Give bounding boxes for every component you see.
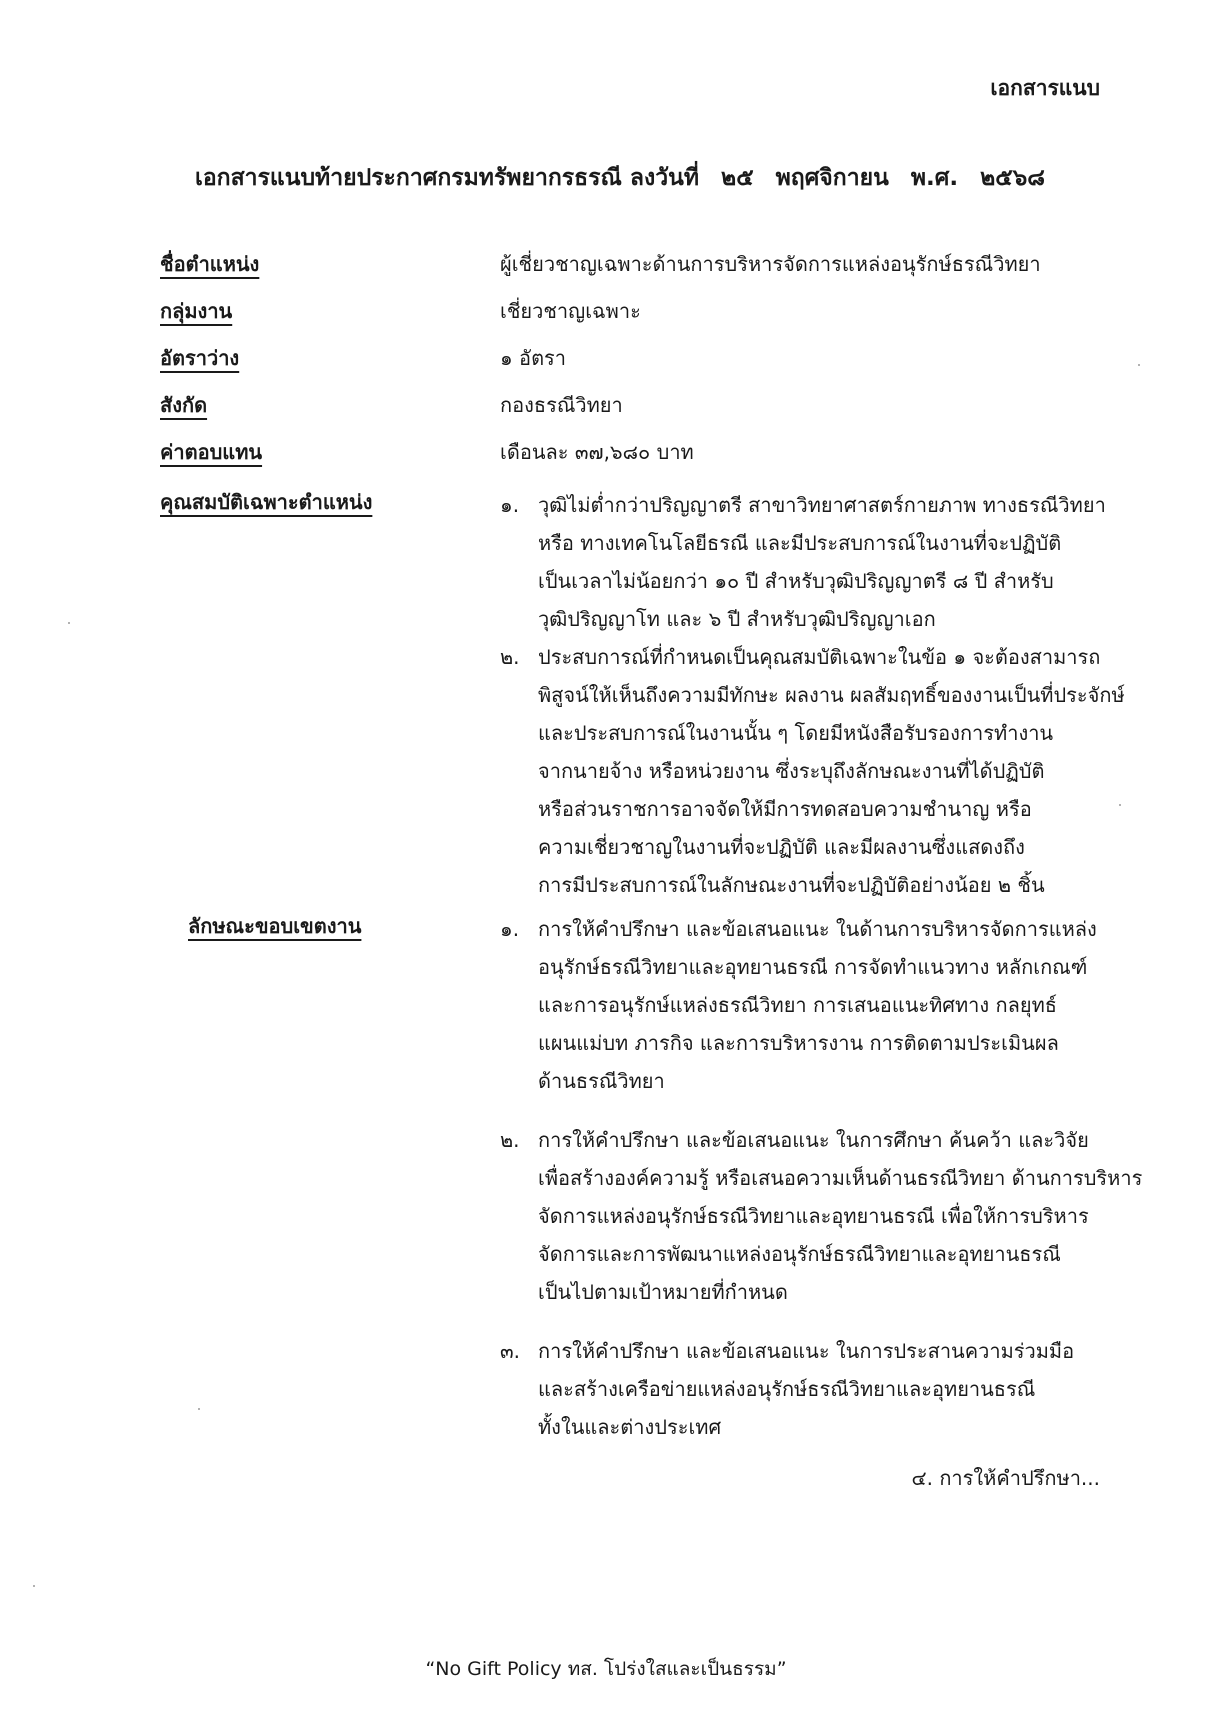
text-line: จัดการและการพัฒนาแหล่งอนุรักษ์ธรณีวิทยาและอุทยานธรณี	[538, 1242, 1061, 1266]
continuation-note: ๔. การให้คำปรึกษา...	[911, 1466, 1100, 1490]
field-label: ชื่อตำแหน่ง	[160, 252, 260, 276]
item-number: ๑.	[500, 493, 520, 517]
text-line: แผนแม่บท ภารกิจ และการบริหารงาน การติดตามประเมินผล	[538, 1031, 1059, 1055]
scope-item	[500, 910, 1142, 1100]
field-compensation	[160, 436, 1110, 483]
field-label: อัตราว่าง	[160, 346, 240, 370]
job-scope-list	[500, 910, 1142, 1467]
field-value: เชี่ยวชาญเฉพาะ	[500, 299, 641, 323]
text-line: การให้คำปรึกษา และข้อเสนอแนะ ในด้านการบริหารจัดการแหล่ง	[538, 917, 1097, 941]
scan-speck	[68, 622, 70, 624]
text-line: ประสบการณ์ที่กำหนดเป็นคุณสมบัติเฉพาะในข้อ ๑ จะต้องสามารถ	[538, 645, 1101, 669]
qualifications-label: คุณสมบัติเฉพาะตำแหน่ง	[160, 490, 373, 514]
field-label: กลุ่มงาน	[160, 299, 233, 323]
scan-speck	[198, 1408, 200, 1410]
job-scope-label: ลักษณะขอบเขตงาน	[188, 914, 362, 938]
field-value: เดือนละ ๓๗,๖๘๐ บาท	[500, 440, 694, 464]
scan-speck	[1138, 364, 1140, 366]
text-line: และประสบการณ์ในงานนั้น ๆ โดยมีหนังสือรับรองการทำงาน	[538, 721, 1054, 745]
field-value: ผู้เชี่ยวชาญเฉพาะด้านการบริหารจัดการแหล่งอนุรักษ์ธรณีวิทยา	[500, 252, 1041, 276]
item-text	[538, 1332, 1142, 1446]
item-text	[538, 486, 1125, 638]
item-text	[538, 1121, 1142, 1311]
scan-speck	[1119, 804, 1121, 806]
field-label: ค่าตอบแทน	[160, 440, 263, 464]
text-line: หรือ ทางเทคโนโลยีธรณี และมีประสบการณ์ในงานที่จะปฏิบัติ	[538, 531, 1062, 555]
item-number: ๒.	[500, 1128, 520, 1152]
footer-slogan: “No Gift Policy ทส. โปร่งใสและเป็นธรรม”	[425, 1658, 787, 1680]
text-line: และสร้างเครือข่ายแหล่งอนุรักษ์ธรณีวิทยาและอุทยานธรณี	[538, 1377, 1036, 1401]
field-work-group	[160, 295, 1110, 342]
text-line: เป็นเวลาไม่น้อยกว่า ๑๐ ปี สำหรับวุฒิปริญญาตรี ๘ ปี สำหรับ	[538, 569, 1054, 593]
field-value: ๑ อัตรา	[500, 346, 567, 370]
text-line: การมีประสบการณ์ในลักษณะงานที่จะปฏิบัติอย่างน้อย ๒ ชิ้น	[538, 873, 1045, 897]
text-line: ความเชี่ยวชาญในงานที่จะปฏิบัติ และมีผลงานซึ่งแสดงถึง	[538, 835, 1025, 859]
document-title	[195, 160, 1059, 196]
text-line: จากนายจ้าง หรือหน่วยงาน ซึ่งระบุถึงลักษณะงานที่ได้ปฏิบัติ	[538, 759, 1045, 783]
scope-item	[500, 1121, 1142, 1311]
title-day: ๒๕	[721, 165, 754, 191]
text-line: ด้านธรณีวิทยา	[538, 1069, 665, 1093]
position-fields	[160, 248, 1110, 483]
text-line: วุฒิปริญญาโท และ ๖ ปี สำหรับวุฒิปริญญาเอก	[538, 607, 936, 631]
title-era: พ.ศ.	[910, 165, 959, 191]
text-line: ทั้งในและต่างประเทศ	[538, 1415, 722, 1439]
item-text	[538, 910, 1142, 1100]
text-line: การให้คำปรึกษา และข้อเสนอแนะ ในการศึกษา ค้นคว้า และวิจัย	[538, 1128, 1089, 1152]
text-line: วุฒิไม่ต่ำกว่าปริญญาตรี สาขาวิทยาศาสตร์กายภาพ ทางธรณีวิทยา	[538, 493, 1106, 517]
field-value: กองธรณีวิทยา	[500, 393, 623, 417]
text-line: เพื่อสร้างองค์ความรู้ หรือเสนอความเห็นด้านธรณีวิทยา ด้านการบริหาร	[538, 1166, 1143, 1190]
text-line: อนุรักษ์ธรณีวิทยาและอุทยานธรณี การจัดทำแนวทาง หลักเกณฑ์	[538, 955, 1088, 979]
item-number: ๑.	[500, 917, 520, 941]
text-line: การให้คำปรึกษา และข้อเสนอแนะ ในการประสานความร่วมมือ	[538, 1339, 1075, 1363]
qualifications-section	[160, 486, 1125, 904]
field-position-name	[160, 248, 1110, 295]
text-line: หรือส่วนราชการอาจจัดให้มีการทดสอบความชำนาญ หรือ	[538, 797, 1032, 821]
field-label: สังกัด	[160, 393, 208, 417]
scope-item	[500, 1332, 1142, 1446]
item-number: ๒.	[500, 645, 520, 669]
text-line: พิสูจน์ให้เห็นถึงความมีทักษะ ผลงาน ผลสัมฤทธิ์ของงานเป็นที่ประจักษ์	[538, 683, 1125, 707]
qualification-item	[500, 486, 1125, 638]
attachment-tag: เอกสารแนบ	[990, 76, 1100, 100]
item-text	[538, 638, 1125, 904]
title-month: พฤศจิกายน	[775, 165, 889, 191]
title-year: ๒๕๖๘	[980, 165, 1046, 191]
item-number: ๓.	[500, 1339, 521, 1363]
text-line: และการอนุรักษ์แหล่งธรณีวิทยา การเสนอแนะทิศทาง กลยุทธ์	[538, 993, 1058, 1017]
qualification-item	[500, 638, 1125, 904]
scan-speck	[33, 1585, 35, 1587]
title-main: เอกสารแนบท้ายประกาศกรมทรัพยากรธรณี ลงวันที่	[195, 165, 700, 191]
text-line: จัดการแหล่งอนุรักษ์ธรณีวิทยาและอุทยานธรณี เพื่อให้การบริหาร	[538, 1204, 1089, 1228]
qualifications-list	[500, 486, 1125, 904]
field-vacancy	[160, 342, 1110, 389]
job-scope-section	[160, 910, 1143, 1467]
field-affiliation	[160, 389, 1110, 436]
text-line: เป็นไปตามเป้าหมายที่กำหนด	[538, 1280, 788, 1304]
